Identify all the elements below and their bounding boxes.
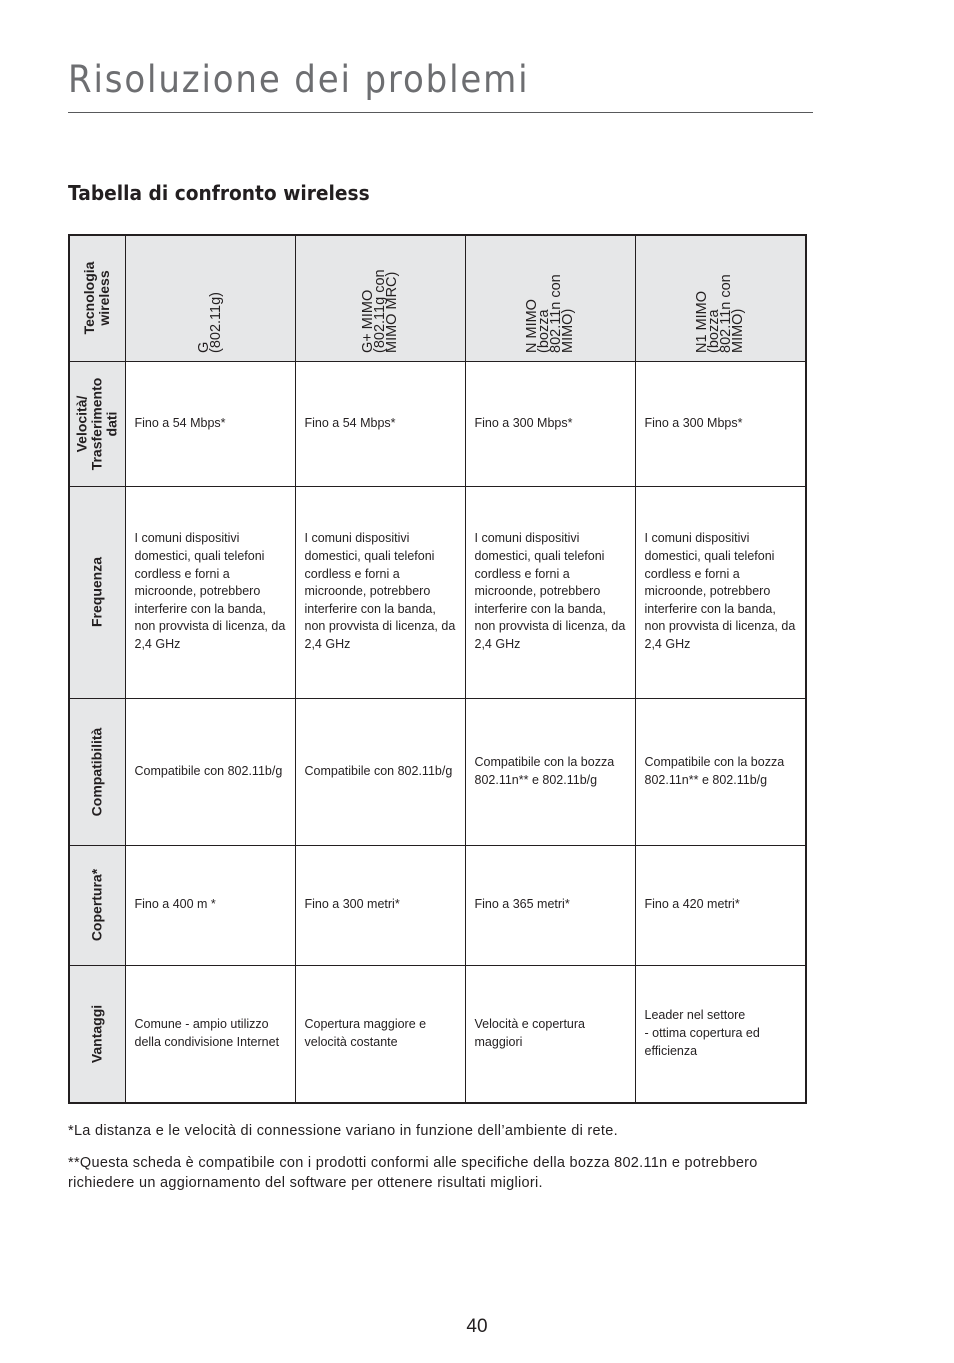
table-cell: Fino a 365 metri* (465, 845, 635, 965)
column-header-g-plus-mimo (295, 235, 465, 361)
table-cell: Leader nel settore - ottima copertura ed efficienza (635, 965, 806, 1103)
table-cell: Fino a 300 metri* (295, 845, 465, 965)
table-cell: Fino a 54 Mbps* (295, 361, 465, 486)
comparison-table (68, 234, 807, 1104)
page-title: Risoluzione dei problemi (68, 58, 530, 101)
column-header-n1-mimo (635, 235, 806, 361)
row-header-speed (69, 361, 125, 486)
table-cell: I comuni dispositivi domestici, quali telefoni cordless e forni a microonde, potrebbero interferire con la banda, non provvista di licenza, da 2,4 GHz (125, 486, 295, 698)
row-header-frequency (69, 486, 125, 698)
footnote-distance: *La distanza e le velocità di connessione variano in funzione dell’ambiente di rete. (68, 1123, 618, 1139)
table-header-row (69, 235, 806, 361)
table-row (69, 965, 806, 1103)
table-cell: Compatibile con la bozza 802.11n** e 802.11b/g (635, 698, 806, 845)
row-header-label: Frequenza (88, 556, 105, 628)
row-header-label: Compatibilità (88, 727, 105, 816)
table-cell: Fino a 54 Mbps* (125, 361, 295, 486)
table-cell: Comune - ampio utilizzo della condivisione Internet (125, 965, 295, 1103)
row-header-label: Tecnologia wireless (81, 261, 113, 335)
row-header-label: Velocità/ Trasferimento dati (73, 377, 120, 470)
table-cell: I comuni dispositivi domestici, quali telefoni cordless e forni a microonde, potrebbero interferire con la banda, non provvista di licenza, da 2,4 GHz (635, 486, 806, 698)
table-cell: I comuni dispositivi domestici, quali telefoni cordless e forni a microonde, potrebbero interferire con la banda, non provvista di licenza, da 2,4 GHz (295, 486, 465, 698)
table-cell: Fino a 300 Mbps* (635, 361, 806, 486)
column-header-label: N MIMO (bozza 802.11n con MIMO) (524, 274, 576, 354)
table-cell: Copertura maggiore e velocità costante (295, 965, 465, 1103)
row-header-label: Vantaggi (88, 1004, 105, 1063)
table-cell: I comuni dispositivi domestici, quali telefoni cordless e forni a microonde, potrebbero interferire con la banda, non provvista di licenza, da 2,4 GHz (465, 486, 635, 698)
table-cell: Compatibile con la bozza 802.11n** e 802.11b/g (465, 698, 635, 845)
column-header-g (125, 235, 295, 361)
table-row (69, 361, 806, 486)
table-cell: Compatibile con 802.11b/g (125, 698, 295, 845)
row-header-label: Copertura* (88, 868, 105, 942)
row-header-technology (69, 235, 125, 361)
table-row (69, 698, 806, 845)
table-cell: Compatibile con 802.11b/g (295, 698, 465, 845)
column-header-n-mimo (465, 235, 635, 361)
table-row (69, 486, 806, 698)
table-row (69, 845, 806, 965)
column-header-label: N1 MIMO (bozza 802.11n con MIMO) (694, 274, 747, 354)
table-cell: Fino a 420 metri* (635, 845, 806, 965)
section-heading: Tabella di confronto wireless (68, 181, 370, 205)
row-header-advantages (69, 965, 125, 1103)
page-number: 40 (466, 1316, 488, 1337)
title-divider (68, 112, 813, 113)
column-header-label: G+ MIMO (802.11g con MIMO MRC) (360, 269, 400, 354)
table-cell: Fino a 300 Mbps* (465, 361, 635, 486)
footnote-compatibility: **Questa scheda è compatibile con i prodotti conformi alle specifiche della bozza 802.11n e potrebbero richiedere un aggiornamento del software per ottenere risultati migliori. (68, 1155, 758, 1191)
row-header-coverage (69, 845, 125, 965)
table-cell: Velocità e copertura maggiori (465, 965, 635, 1103)
table-cell: Fino a 400 m * (125, 845, 295, 965)
row-header-compatibility (69, 698, 125, 845)
column-header-label: G (802.11g) (196, 292, 224, 354)
